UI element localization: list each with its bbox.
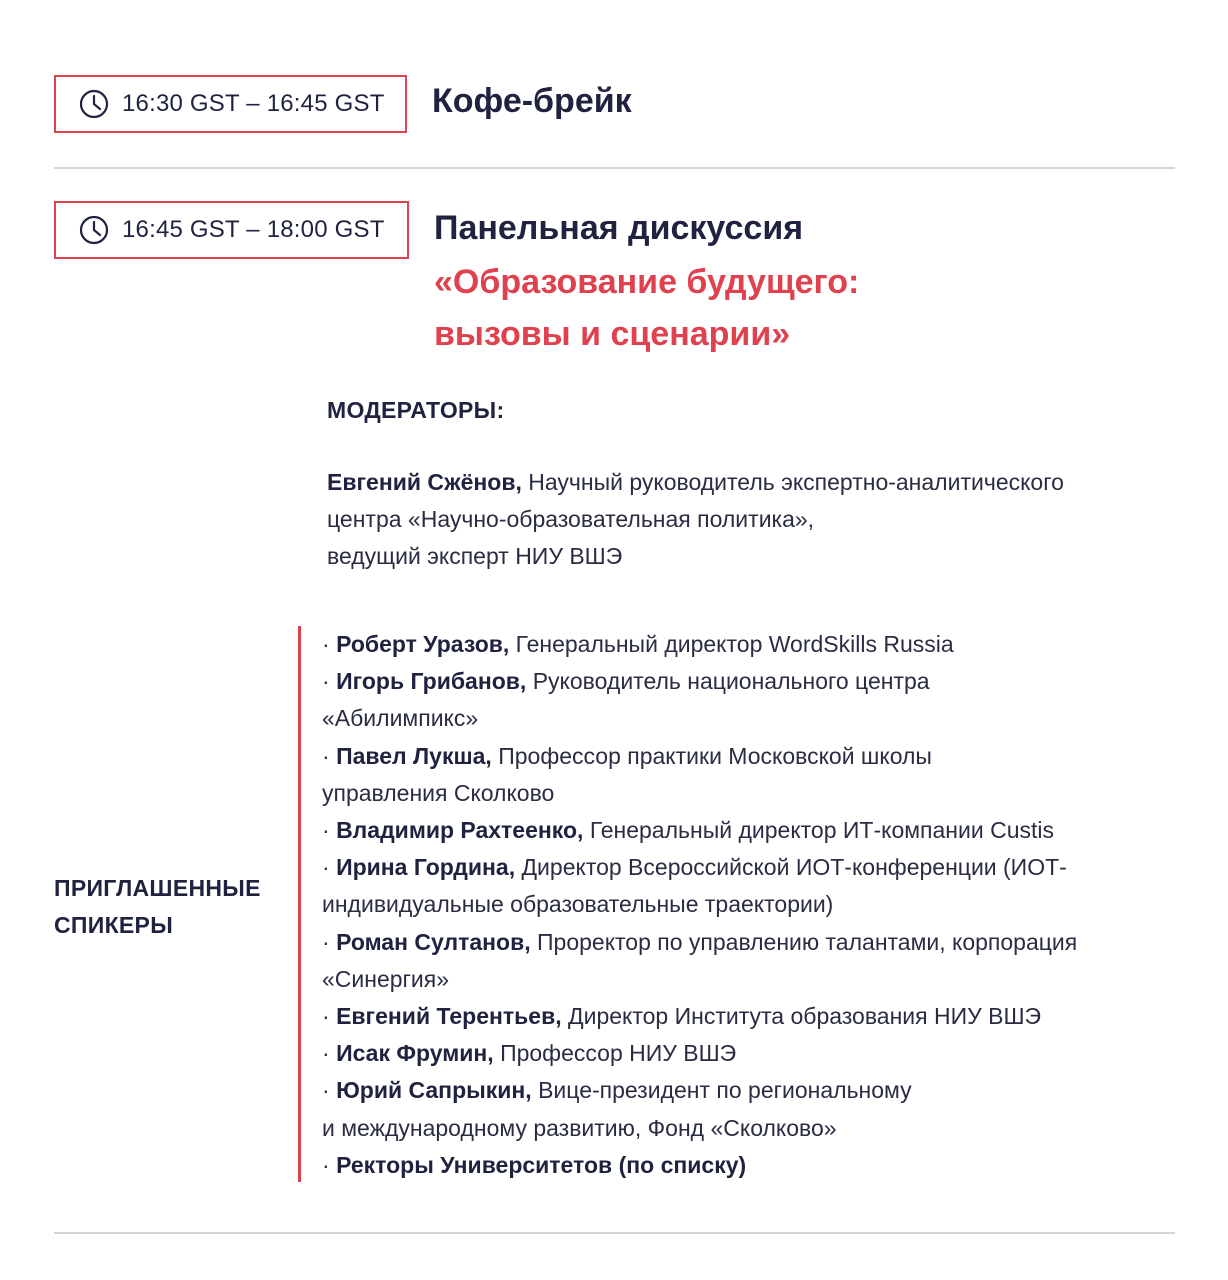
speaker-role: Проректор по управлению талантами, корпорация (537, 928, 1078, 955)
clock-icon (78, 88, 110, 120)
moderator-role: ведущий эксперт НИУ ВШЭ (327, 543, 623, 569)
time-range: 16:30 GST – 16:45 GST (122, 90, 385, 117)
event-title: Кофе-брейк (432, 82, 632, 120)
list-item: · Исак Фрумин, Профессор НИУ ВШЭ (322, 1040, 737, 1067)
list-item: · Павел Лукша, Профессор практики Московской школы управления Сколково (322, 742, 932, 806)
speaker-role: Директор Института образования НИУ ВШЭ (568, 1003, 1042, 1030)
event-title: Панельная дискуссия (434, 209, 804, 247)
moderators-heading: МОДЕРАТОРЫ: (327, 397, 505, 423)
speaker-role: индивидуальные образовательные траектории) (322, 891, 834, 918)
list-item: · Роберт Уразов, Генеральный директор WordSkills Russia (322, 631, 954, 657)
speaker-name: Юрий Сапрыкин, (336, 1077, 532, 1104)
list-item: · Роман Султанов, Проректор по управлению талантами, корпорация «Синергия» (322, 928, 1078, 992)
speaker-name: Евгений Терентьев, (336, 1003, 562, 1030)
list-item: · Игорь Грибанов, Руководитель национального центра «Абилимпикс» (322, 668, 930, 732)
speaker-role: Руководитель национального центра (532, 668, 930, 695)
moderator-entry (327, 464, 1187, 575)
speaker-name: Владимир Рахтеенко, (336, 817, 584, 844)
speakers-heading-line: СПИКЕРЫ (54, 912, 174, 938)
divider (54, 167, 1175, 169)
accent-line (298, 626, 301, 1182)
speaker-role: Директор Всероссийской ИОТ-конференции (ИОТ- (521, 854, 1067, 881)
speaker-role: управления Сколково (322, 779, 555, 806)
moderator-role: центра «Научно-образовательная политика», (327, 506, 815, 532)
moderator-name: Евгений Сжёнов, (327, 469, 522, 495)
speaker-name: Роман Султанов, (336, 928, 531, 955)
list-item: · Евгений Терентьев, Директор Института образования НИУ ВШЭ (322, 1003, 1042, 1030)
speaker-role: «Абилимпикс» (322, 705, 479, 732)
speaker-name: Роберт Уразов, (336, 631, 510, 657)
speaker-role: Профессор НИУ ВШЭ (500, 1040, 737, 1067)
time-badge-1 (54, 75, 407, 133)
event-subtitle-line: вызовы и сценарии» (434, 315, 791, 353)
list-item: · Ректоры Университетов (по списку) (322, 1151, 747, 1178)
list-item: · Ирина Гордина, Директор Всероссийской ИОТ-конференции (ИОТ- индивидуальные образовательные траектории) (322, 854, 1067, 918)
time-range: 16:45 GST – 18:00 GST (122, 216, 385, 243)
divider (54, 1232, 1175, 1234)
speakers-list (322, 626, 1172, 1184)
list-item: · Владимир Рахтеенко, Генеральный директор ИТ-компании Custis (322, 817, 1054, 844)
speaker-name: Ректоры Университетов (по списку) (336, 1151, 747, 1178)
speaker-name: Исак Фрумин, (336, 1040, 494, 1067)
speaker-role: Генеральный директор ИТ-компании Custis (589, 817, 1054, 844)
clock-icon (78, 214, 110, 246)
speaker-role: «Синергия» (322, 965, 450, 992)
list-item: · Юрий Сапрыкин, Вице-президент по региональному и международному развитию, Фонд «Сколково» (322, 1077, 912, 1141)
speaker-name: Ирина Гордина, (336, 854, 516, 881)
time-badge-2 (54, 201, 409, 259)
speaker-name: Павел Лукша, (336, 742, 492, 769)
speaker-name: Игорь Грибанов, (336, 668, 527, 695)
speaker-role: Профессор практики Московской школы (498, 742, 932, 769)
speaker-role: и международному развитию, Фонд «Сколково» (322, 1114, 837, 1141)
moderator-role: Научный руководитель экспертно-аналитического (528, 469, 1064, 495)
speaker-role: Вице-президент по региональному (538, 1077, 912, 1104)
speaker-role: Генеральный директор WordSkills Russia (515, 631, 954, 657)
event-subtitle-line: «Образование будущего: (434, 263, 860, 301)
speakers-heading (54, 870, 261, 944)
speakers-heading-line: ПРИГЛАШЕННЫЕ (54, 875, 261, 901)
